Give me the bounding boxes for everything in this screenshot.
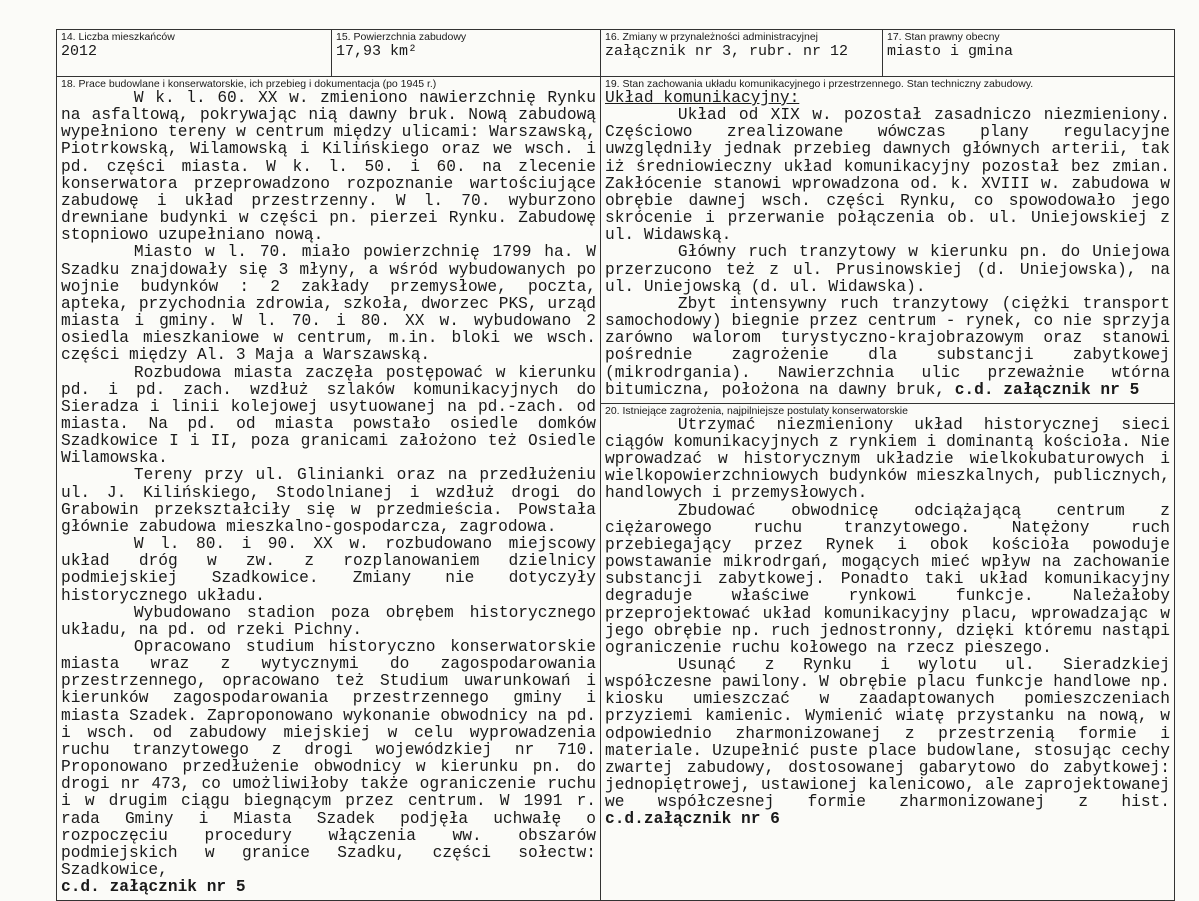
- field-label: 15. Powierzchnia zabudowy: [336, 31, 467, 43]
- continuation-note: c.d.załącznik nr 6: [605, 810, 780, 829]
- field-label: 16. Zmiany w przynależności administracyjnej: [605, 31, 818, 43]
- field-14-population: [57, 30, 332, 76]
- paragraph: Wybudowano stadion poza obrębem historycznego układu, na pd. od rzeki Pichny.: [61, 603, 596, 639]
- paragraph: Zbyt intensywny ruch tranzytowy (ciężki transport samochodowy) biegnie przez centrum - rynek, co nie sprzyja zarówno walorom turystyczno-krajobrazowym oraz stanowi pośrednie zagrożenie dla substancji zabytkowej (mikrodrgania). Nawierzchnia ulic przeważnie wtórna bitumiczna, położona na dawny bruk,: [605, 294, 1170, 399]
- field-label: 17. Stan prawny obecny: [887, 31, 1000, 43]
- field-18-construction-works: [57, 77, 601, 900]
- right-column: [601, 77, 1174, 900]
- paragraph: Główny ruch tranzytowy w kierunku pn. do Uniejowa przerzucono też z ul. Prusinowskiej (d. Uniejowska), na ul. Uniejowską (d. ul. Widawska).: [605, 243, 1170, 296]
- continuation-note: c.d. załącznik nr 5: [954, 380, 1140, 399]
- field-label: 18. Prace budowlane i konserwatorskie, ich przebieg i dokumentacja (po 1945 r.): [61, 78, 437, 90]
- paragraph: Miasto w l. 70. miało powierzchnię 1799 ha. W Szadku znajdowały się 3 młyny, a wśród wybudowanych po wojnie budynków : 2 zakłady przemysłowe, poczta, apteka, przychodnia zdrowia, szkoła, dworzec PKS, urząd miasta i gminy. W l. 70. i 80. XX w. wybudowano 2 osiedla mieszkaniowe w centrum, m.in. bloki we wsch. części między Al. 3 Maja a Warszawską.: [61, 243, 596, 365]
- field-label: 20. Istniejące zagrożenia, najpilniejsze postulaty konserwatorskie: [605, 404, 908, 417]
- field-16-admin-changes: [601, 30, 883, 76]
- paragraph: Utrzymać niezmieniony układ historycznej sieci ciągów komunikacyjnych z rynkiem i dominantą kościoła. Nie wprowadzać w historycznym układzie wielkokubaturowych i wielkopowierzchniowych budynków mieszkalnych, publicznych, handlowych i przemysłowych.: [605, 415, 1170, 503]
- paragraph: Zbudować obwodnicę odciążającą centrum z ciężarowego ruchu tranzytowego. Natężony ruch przebiegający przez Rynek i obok kościoła powoduje powstawanie mikrodrgań, mogących mieć wpływ na zachowanie substancji zabytkowej. Ponadto taki układ komunikacyjny degraduje właściwe rynkowi funkcje. Należałoby przeprojektować układ komunikacyjny placu, wprowadzając w jego obrębie np. ruch jednostronny, dzięki któremu nastąpi ograniczenie ruchu kołowego na rzecz pieszego.: [605, 501, 1170, 657]
- field-label: 14. Liczba mieszkańców: [61, 31, 175, 43]
- field-text: [605, 90, 1170, 399]
- body-row: [57, 77, 1174, 900]
- field-17-legal-status: [883, 30, 1174, 76]
- paragraph: W k. l. 60. XX w. zmieniono nawierzchnię Rynku na asfaltową, pokrywając nią dawny bruk. Nową zabudową wypełniono tereny w centrum między ulicami: Warszawską, Piotrkowską, Wilamowską i Kilińskiego oraz we wsch. i pd. części miasta. W k. l. 50. i 60. na zlecenie konserwatora przeprowadzono rozpoznanie wartościujące zabudowę i układ przestrzenny. W l. 70. wyburzono drewniane budynki w części pn. pierzei Rynku. Zabudowę stopniowo uzupełniano nową.: [61, 89, 596, 245]
- continuation-note: c.d. załącznik nr 5: [61, 878, 246, 897]
- paragraph: W l. 80. i 90. XX w. rozbudowano miejscowy układ dróg w zw. z rozplanowaniem dzielnicy podmiejskiej Szadkowice. Zmiany nie dotyczyły historycznego układu.: [61, 535, 596, 605]
- field-value: 17,93 km²: [336, 43, 418, 60]
- field-19-state-of-preservation: [601, 77, 1174, 404]
- subheading: Układ komunikacyjny:: [605, 89, 800, 107]
- paragraph: Układ od XIX w. pozostał zasadniczo niezmieniony. Częściowo zrealizowane wówczas plany regulacyjne uwzględniły jednak przebieg dawnych głównych arterii, tak iż średniowieczny układ komunikacyjny pozostał bez zmian. Zakłócenie stanowi wprowadzona od. k. XVIII w. zabudowa w obrębie dawnej wsch. części Rynku, co spowodowało jego skrócenie i przerwanie połączenia ob. ul. Uniejowskiej z ul. Widawską.: [605, 106, 1170, 245]
- paragraph: Usunąć z Rynku i wylotu ul. Sieradzkiej współczesne pawilony. W obrębie placu funkcje handlowe np. kiosku umieszczać w zaadaptowanych pomieszczeniach przyziemi kamienic. Wymienić wiatę przystanku na nową, w odpowiednio zharmonizowanej z przestrzenią formie i materiale. Uzupełnić puste place budowlane, stosując cechy zwartej zabudowy, dostosowanej gabarytowo do zabytkowej: jednopiętrowej, ustawionej kalenicowo, ale zaprojektowanej we współczesnej formie zharmonizowanej z hist.: [605, 656, 1170, 812]
- field-text: [61, 90, 596, 896]
- field-value: załącznik nr 3, rubr. nr 12: [605, 43, 849, 60]
- field-15-built-area: [332, 30, 601, 76]
- header-row: [57, 30, 1174, 77]
- field-value: 2012: [61, 43, 98, 60]
- paragraph: Rozbudowa miasta zaczęła postępować w kierunku pd. i pd. zach. wzdłuż szlaków komunikacyjnych do Sieradza i linii kolejowej usytuowanej na pd.-zach. od miasta. Na pd. od miasta powstało osiedle domków Szadkowice I i II, poza granicami założono też Osiedle Wilamowska.: [61, 363, 596, 468]
- record-card-form: [56, 29, 1175, 901]
- paragraph: Tereny przy ul. Glinianki oraz na przedłużeniu ul. J. Kilińskiego, Stodolnianej i wzdłuż drogi do Grabowin przekształciły się w przedmieścia. Powstała głównie zabudowa mieszkalno-gospodarcza, zagrodowa.: [61, 466, 596, 536]
- field-20-threats-and-postulates: [601, 404, 1174, 901]
- field-value: miasto i gmina: [887, 43, 1014, 60]
- paragraph: Opracowano studium historyczno konserwatorskie miasta wraz z wytycznymi do zagospodarowania przestrzennego, opracowano też Studium uwarunkowań i kierunków zagospodarowania przestrzennego gminy i miasta Szadek. Zaproponowano wykonanie obwodnicy na pd. i wsch. od zabudowy miejskiej w celu wyprowadzenia ruchu tranzytowego z drogi wojewódzkiej nr 710. Proponowano przedłużenie obwodnicy w kierunku pn. do drogi nr 473, co umożliwiłoby także ograniczenie ruchu i w drugim ciągu biegnącym przez centrum. W 1991 r. rada Gminy i Miasta Szadek podjęła uchwałę o rozpoczęciu procedury włączenia ww. obszarów podmiejskich w granice Szadku, części sołectw: Szadkowice,: [61, 638, 596, 880]
- field-label: 19. Stan zachowania układu komunikacyjnego i przestrzennego. Stan techniczny zabudowy.: [605, 78, 1034, 90]
- field-text: [605, 417, 1170, 829]
